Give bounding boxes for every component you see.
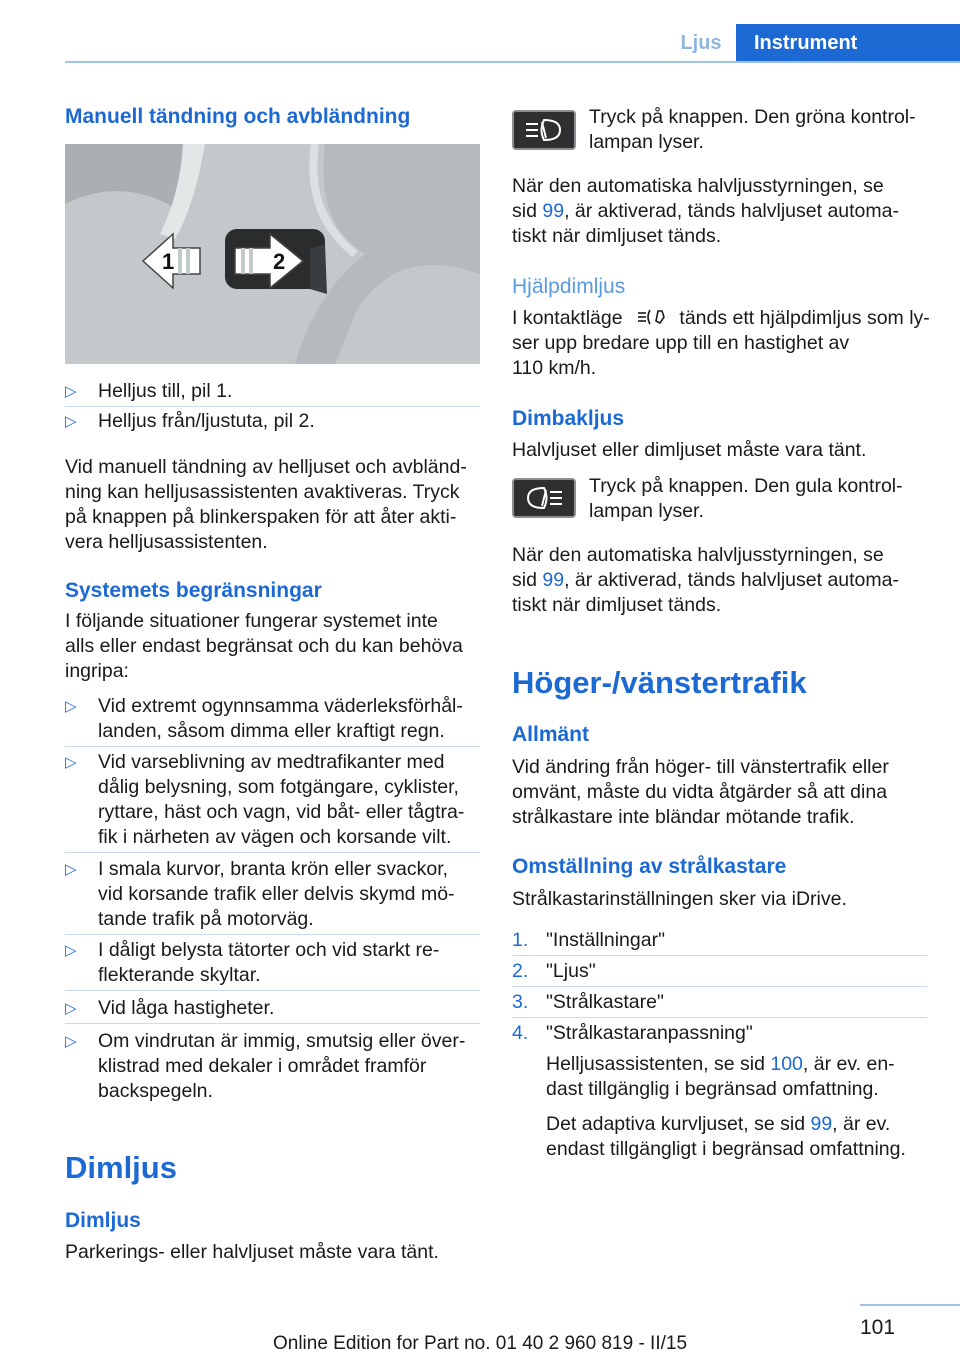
paragraph: Vid manuell tändning av helljuset och avbländ- ning kan helljusassistenten avaktiveras. Tryck på knappen på blinkerspaken för att åter akti- vera helljusassistenten. bbox=[65, 456, 467, 553]
paragraph: När den automatiska halvljusstyrningen, se sid 99, är aktiverad, tänds halvljuset automa- tiskt när dimljuset tänds. bbox=[512, 544, 899, 616]
bullet-icon: ▷ bbox=[65, 698, 77, 715]
bullet-icon: ▷ bbox=[65, 861, 77, 878]
list-item: I smala kurvor, branta krön eller svackor, vid korsande trafik eller delvis skymd mö- tande trafik på motorväg. bbox=[98, 858, 455, 930]
heading-adjust: Omställning av strålkastare bbox=[512, 855, 787, 878]
header-rule bbox=[65, 61, 960, 63]
divider bbox=[65, 746, 480, 747]
divider bbox=[65, 852, 480, 853]
step-number: 3. bbox=[512, 991, 529, 1013]
divider bbox=[512, 986, 927, 987]
list-item: Helljus till, pil 1. bbox=[98, 380, 233, 402]
header-tab-chapter: Instrument bbox=[736, 24, 960, 62]
divider bbox=[65, 934, 480, 935]
lever-illustration bbox=[65, 144, 480, 364]
paragraph: När den automatiska halvljusstyrningen, se sid 99, är aktiverad, tänds halvljuset automa- tiskt när dimljuset tänds. bbox=[512, 175, 899, 247]
paragraph: I kontaktläge tänds ett hjälpdimljus som ly- ser upp bredare upp till en hastighet av 110 km/h. bbox=[512, 307, 930, 379]
page-link[interactable]: 100 bbox=[770, 1053, 803, 1075]
list-item: Vid varseblivning av medtrafikanter med dålig belysning, som fotgängare, cyklister, ryttare, häst och vagn, vid båt- eller tågtra- fik i närheten av vägen och korsande vilt. bbox=[98, 751, 465, 848]
list-item: I dåligt belysta tätorter och vid starkt re- flekterande skyltar. bbox=[98, 939, 440, 986]
heading-limits: Systemets begränsningar bbox=[65, 579, 322, 602]
divider bbox=[65, 406, 480, 407]
step-number: 1. bbox=[512, 929, 529, 951]
divider bbox=[65, 1023, 480, 1024]
heading-help-fog: Hjälpdimljus bbox=[512, 275, 626, 298]
page-number: 101 bbox=[860, 1316, 896, 1339]
list-item: Om vindrutan är immig, smutsig eller över- klistrad med dekaler i området framför backspegeln. bbox=[98, 1030, 466, 1102]
paragraph: Halvljuset eller dimljuset måste vara tänt. bbox=[512, 439, 867, 461]
bullet-icon: ▷ bbox=[65, 1033, 77, 1050]
step-number: 4. bbox=[512, 1022, 529, 1044]
divider bbox=[512, 955, 927, 956]
paragraph: Strålkastarinställningen sker via iDrive. bbox=[512, 888, 847, 910]
page-link[interactable]: 99 bbox=[810, 1113, 833, 1135]
heading-general: Allmänt bbox=[512, 723, 590, 746]
paragraph: Vid ändring från höger- till vänstertrafik eller omvänt, måste du vidta åtgärder så att dina strålkastare inte bländar mötande trafik. bbox=[512, 756, 889, 828]
divider bbox=[65, 990, 480, 991]
ignition-position-icon bbox=[628, 307, 674, 327]
front-fog-light-icon bbox=[512, 110, 576, 150]
bullet-icon: ▷ bbox=[65, 1000, 77, 1017]
heading-manual: Manuell tändning och avbländning bbox=[65, 105, 411, 128]
bullet-icon: ▷ bbox=[65, 413, 77, 430]
divider bbox=[512, 1017, 927, 1018]
page-link[interactable]: 99 bbox=[542, 569, 565, 591]
footer-rule bbox=[860, 1304, 960, 1306]
paragraph: Parkerings- eller halvljuset måste vara tänt. bbox=[65, 1241, 439, 1263]
rear-fog-light-icon bbox=[512, 478, 576, 518]
paragraph: Tryck på knappen. Den gröna kontrol- lampan lyser. bbox=[589, 106, 916, 153]
header-tab-section: Ljus bbox=[680, 32, 722, 54]
list-item: Vid låga hastigheter. bbox=[98, 997, 275, 1019]
paragraph: Helljusassistenten, se sid 100, är ev. en- dast tillgänglig i begränsad omfattning. bbox=[546, 1053, 895, 1100]
paragraph: Det adaptiva kurvljuset, se sid 99, är ev. endast tillgängligt i begränsad omfattning. bbox=[546, 1113, 906, 1160]
step-number: 2. bbox=[512, 960, 529, 982]
heading-dimljus-section: Dimljus bbox=[65, 1150, 177, 1185]
heading-traffic: Höger-/vänstertrafik bbox=[512, 665, 807, 700]
list-item: "Inställningar" bbox=[546, 929, 665, 951]
paragraph: I följande situationer fungerar systemet inte alls eller endast begränsat och du kan behöva ingripa: bbox=[65, 610, 463, 682]
heading-rear-fog: Dimbakljus bbox=[512, 407, 625, 430]
bullet-icon: ▷ bbox=[65, 383, 77, 400]
heading-dimljus: Dimljus bbox=[65, 1209, 141, 1232]
list-item: "Ljus" bbox=[546, 960, 596, 982]
bullet-icon: ▷ bbox=[65, 754, 77, 771]
bullet-icon: ▷ bbox=[65, 942, 77, 959]
list-item: "Strålkastaranpassning" bbox=[546, 1022, 753, 1044]
arrow-2-label: 2 bbox=[273, 249, 286, 274]
arrow-1-label: 1 bbox=[162, 249, 175, 274]
list-item: "Strålkastare" bbox=[546, 991, 664, 1013]
page-link[interactable]: 99 bbox=[542, 200, 565, 222]
list-item: Helljus från/ljustuta, pil 2. bbox=[98, 410, 315, 432]
footer-edition: Online Edition for Part no. 01 40 2 960 819 - II/15 bbox=[272, 1333, 688, 1354]
list-item: Vid extremt ogynnsamma väderleksförhål- landen, såsom dimma eller kraftigt regn. bbox=[98, 695, 463, 742]
lever-figure bbox=[65, 144, 480, 364]
paragraph: Tryck på knappen. Den gula kontrol- lampan lyser. bbox=[589, 475, 903, 522]
